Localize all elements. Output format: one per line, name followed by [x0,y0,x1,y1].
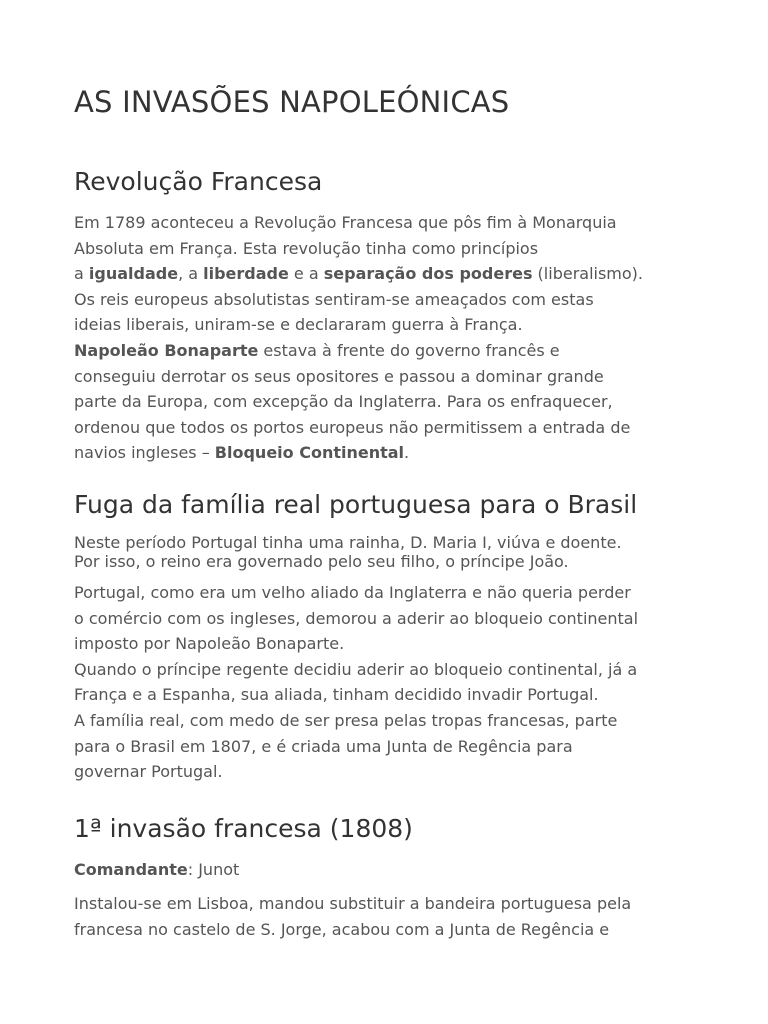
section-heading: 1ª invasão francesa (1808) [74,813,413,843]
text-line: francesa no castelo de S. Jorge, acabou com a Junta de Regência e [74,919,610,939]
text-line: conseguiu derrotar os seus opositores e passou a dominar grande [74,366,604,386]
text-fragment: estava à frente do governo francês e [258,340,560,360]
text-line: A família real, com medo de ser presa pelas tropas francesas, parte [74,710,618,730]
text-line: Quando o príncipe regente decidiu aderir ao bloqueio continental, já a [74,659,638,679]
document-content [74,84,714,942]
text-line: Portugal, como era um velho aliado da Inglaterra e não queria perder [74,582,631,602]
section-heading: Revolução Francesa [74,167,323,196]
section-first-invasion [74,813,714,943]
text-fragment: . [404,443,410,463]
commander-line [74,857,714,883]
section-heading: Fuga da família real portuguesa para o Brasil [74,489,638,519]
text-line: ordenou que todos os portos europeus não permitissem a entrada de [74,417,631,437]
text-line: Instalou-se em Lisboa, mandou substituir a bandeira portuguesa pela [74,894,632,914]
text-fragment: a [74,264,89,284]
section-french-revolution [74,166,714,466]
commander-value: : Junot [187,859,240,879]
bold-term-liberty: liberdade [203,264,289,284]
page-title: AS INVASÕES NAPOLEÓNICAS [74,85,510,119]
text-line: imposto por Napoleão Bonaparte. [74,634,345,654]
text-fragment: (liberalismo). [532,264,643,284]
paragraph [74,891,714,942]
paragraph [74,533,714,571]
text-line: parte da Europa, com excepção da Inglaterra. Para os enfraquecer, [74,392,613,412]
text-line: ideias liberais, uniram-se e declararam guerra à França. [74,315,523,335]
section-royal-family-escape [74,489,714,785]
text-line: Em 1789 aconteceu a Revolução Francesa que pôs fim à Monarquia [74,213,617,232]
text-line: Os reis europeus absolutistas sentiram-se ameaçados com estas [74,289,594,309]
text-line: para o Brasil em 1807, e é criada uma Junta de Regência para [74,736,573,756]
text-fragment: , a [178,264,204,284]
text-line: governar Portugal. [74,762,223,782]
text-line: Por isso, o reino era governado pelo seu filho, o príncipe João. [74,551,569,571]
text-line: França e a Espanha, sua aliada, tinham decidido invadir Portugal. [74,685,599,705]
paragraph [74,580,714,785]
bold-term-continental-blockade: Bloqueio Continental [214,443,405,463]
text-line: o comércio com os ingleses, demorou a aderir ao bloqueio continental [74,608,639,628]
bold-term-separation-of-powers: separação dos poderes [323,264,533,284]
bold-term-napoleon: Napoleão Bonaparte [74,340,259,360]
text-fragment: navios ingleses – [74,443,215,463]
text-line: Absoluta em França. Esta revolução tinha como princípios [74,238,539,258]
text-fragment: e a [288,264,324,284]
paragraph [74,210,714,466]
bold-term-equality: igualdade [88,264,179,284]
text-line: Neste período Portugal tinha uma rainha, D. Maria I, viúva e doente. [74,532,622,552]
commander-label: Comandante [74,859,188,879]
